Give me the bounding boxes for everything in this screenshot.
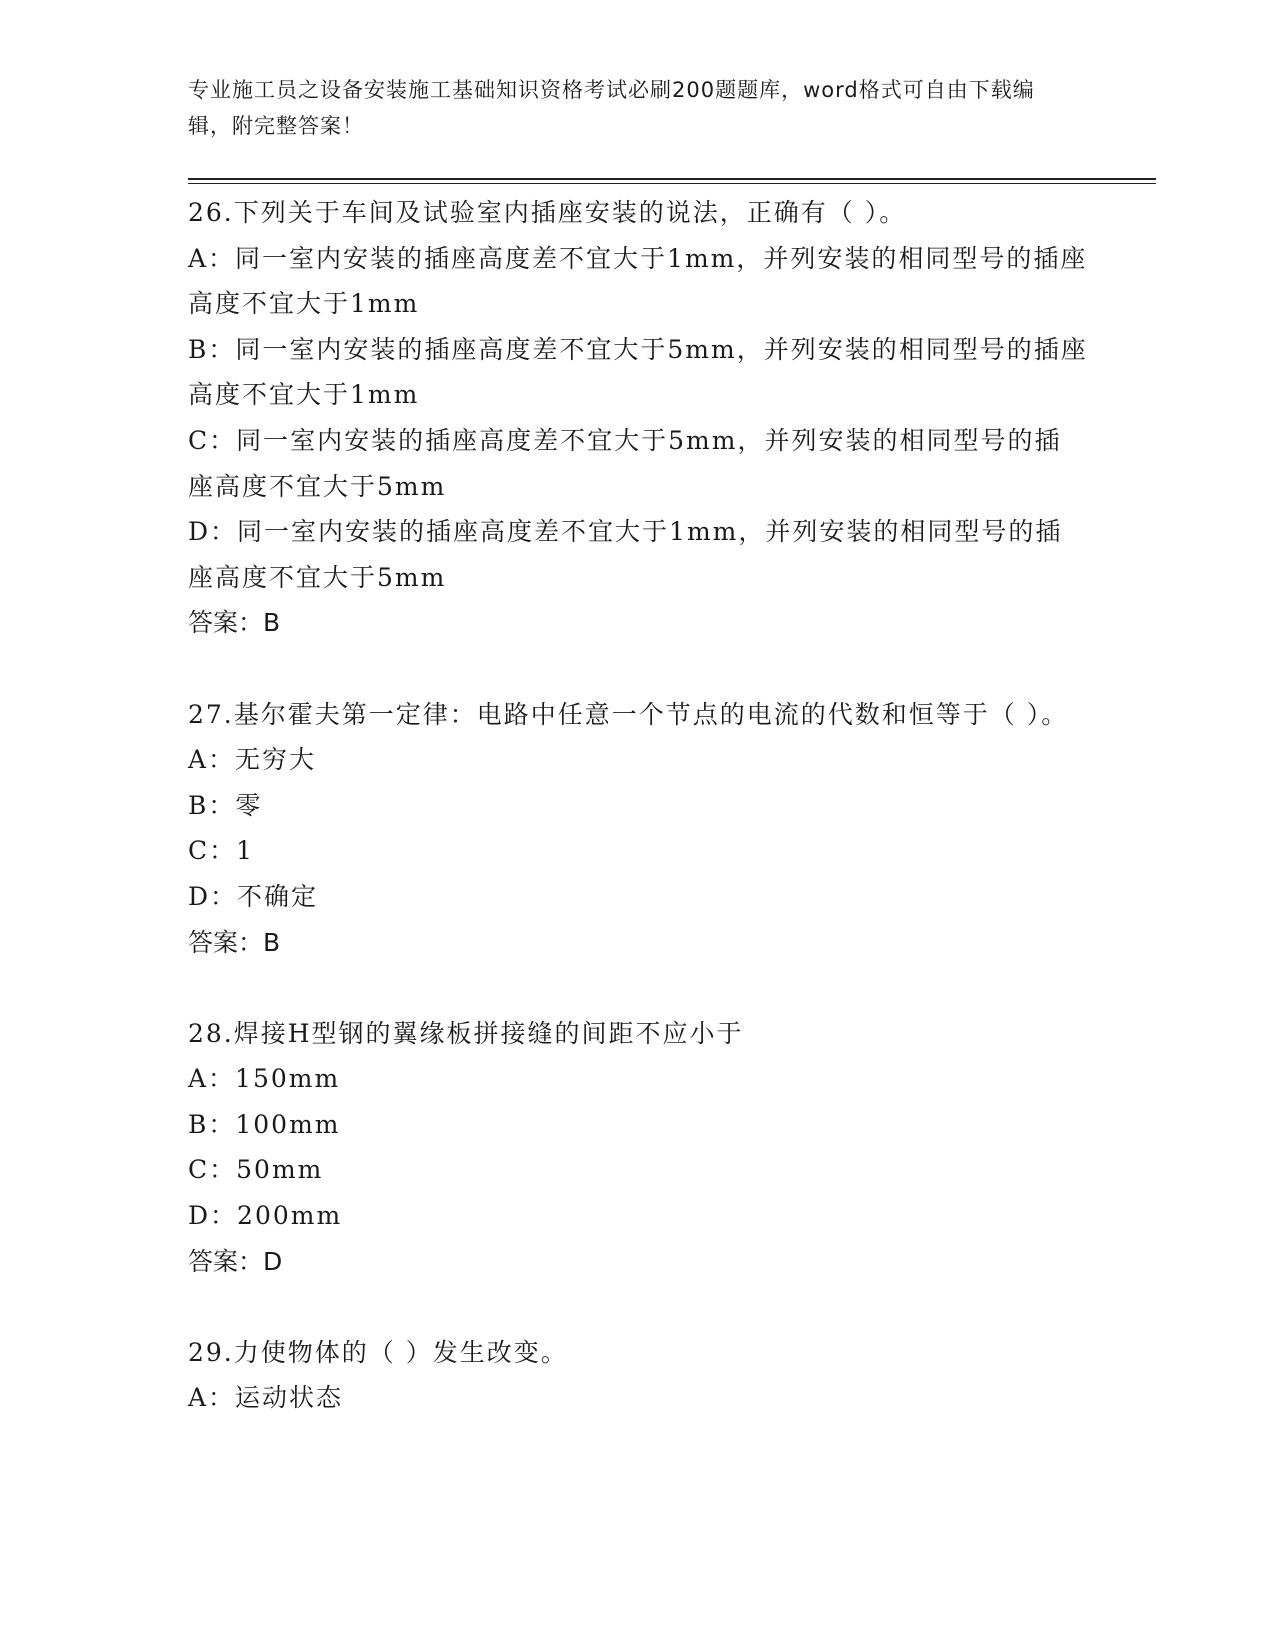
option-b: B：零 xyxy=(188,790,263,820)
option-a: A：无穷大 xyxy=(188,745,317,775)
option-a: A：150mm xyxy=(188,1064,341,1094)
question-spacer xyxy=(188,646,1088,692)
option-b: B：100mm xyxy=(188,1109,341,1139)
question-29 xyxy=(188,1330,1088,1421)
header-divider-thick xyxy=(188,178,1156,180)
answer: 答案：B xyxy=(188,927,281,957)
question-stem: 27.基尔霍夫第一定律：电路中任意一个节点的电流的代数和恒等于（ ）。 xyxy=(188,699,1069,729)
option-d: D：不确定 xyxy=(188,881,319,911)
question-28 xyxy=(188,1011,1088,1285)
question-list xyxy=(188,190,1088,1421)
option-c: C：1 xyxy=(188,836,255,866)
page-header: 专业施工员之设备安装施工基础知识资格考试必刷200题题库，word格式可自由下载编辑，附完整答案！ xyxy=(188,78,1035,138)
option-a: A：同一室内安装的插座高度差不宜大于1mm，并列安装的相同型号的插座高度不宜大于1mm xyxy=(188,243,1088,319)
question-stem: 29.力使物体的（ ）发生改变。 xyxy=(188,1337,568,1367)
answer: 答案：D xyxy=(188,1246,283,1276)
option-c: C：同一室内安装的插座高度差不宜大于5mm，并列安装的相同型号的插座高度不宜大于5mm xyxy=(188,425,1062,501)
option-d: D：200mm xyxy=(188,1201,343,1231)
question-spacer xyxy=(188,965,1088,1011)
question-spacer xyxy=(188,1284,1088,1330)
option-d: D：同一室内安装的插座高度差不宜大于1mm，并列安装的相同型号的插座高度不宜大于5mm xyxy=(188,517,1063,592)
question-26 xyxy=(188,190,1088,646)
option-a: A：运动状态 xyxy=(188,1383,344,1413)
option-b: B：同一室内安装的插座高度差不宜大于5mm，并列安装的相同型号的插座高度不宜大于1mm xyxy=(188,334,1088,410)
header-divider-thin xyxy=(188,183,1156,184)
question-27 xyxy=(188,692,1088,966)
question-stem: 28.焊接H型钢的翼缘板拼接缝的间距不应小于 xyxy=(188,1018,744,1048)
question-stem: 26.下列关于车间及试验室内插座安装的说法，正确有（ ）。 xyxy=(188,198,907,227)
answer: 答案：B xyxy=(188,608,281,638)
option-c: C：50mm xyxy=(188,1155,324,1185)
